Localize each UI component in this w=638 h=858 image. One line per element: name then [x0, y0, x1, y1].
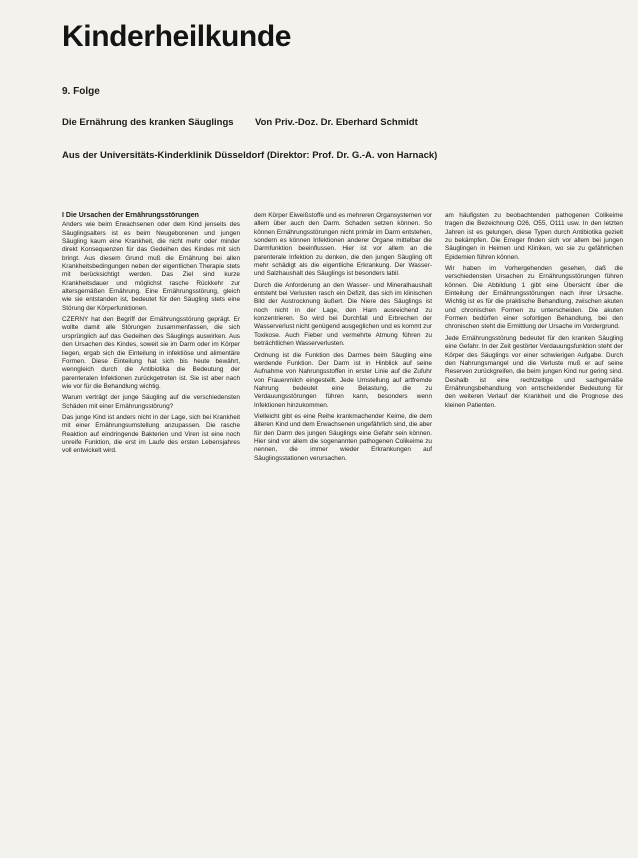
- paragraph: CZERNY hat den Begriff der Ernährungsstörung geprägt. Er wollte damit alle Störungen zusammenfassen, die sich ursprünglich auf das Gedeihen des Säuglings auswirken. Aus den Ursachen des Kindes, soweit sie im Darm oder im Körper liegen, ergab sich die Einteilung in infektiöse und alimentäre Formen. Diese Einteilung hat sich bis heute bewährt, wenngleich durch die Antibiotika die Bedeutung der parenteralen Infektionen zurückgetreten ist. Sie ist aber nach wie vor für die Behandlung wichtig.: [62, 316, 240, 390]
- paragraph: Warum verträgt der junge Säugling auf die verschiedensten Schäden mit einer Ernährungsstörung?: [62, 394, 240, 410]
- article-author: Von Priv.-Doz. Dr. Eberhard Schmidt: [255, 117, 418, 128]
- page-title: Kinderheilkunde: [62, 20, 292, 53]
- paragraph: Das junge Kind ist anders nicht in der Lage, sich bei Krankheit mit einer Ernährungsumstellung anzupassen. Die rasche Reaktion auf eindringende Bakterien und Viren ist eine noch unreife Funktion, die erst im Laufe des ersten Lebensjahres voll entwickelt wird.: [62, 413, 240, 455]
- paragraph: Anders wie beim Erwachsenen oder dem Kind jenseits des Säuglingsalters ist es beim Neugeborenen und jungen Säugling kaum eine Krankheit, die nicht mehr oder minder direkt Konsequenzen für das Gedeihen des Kindes mit sich bringt. Aus diesem Grund muß die Ernährung bei allen Krankheitsbedingungen neben der eigentlichen Therapie stets mit berücksichtigt werden. Das Ziel sind kurze Krankheitsdauer und möglichst rasche Rückkehr zur altersgemäßen Ernährung. Eine Ernährungsstörung, gleich wie sie entstanden ist, bedeutet für den Säugling stets eine Störung der Körperfunktionen.: [62, 221, 240, 312]
- paragraph: Vielleicht gibt es eine Reihe krankmachender Keime, die dem älteren Kind und dem Erwachsenen ungefährlich sind, die aber für den Darm des jungen Säuglings eine Gefahr sein können. Hier sind vor allem die sogenannten pathogenen Colikeime zu nennen, die immer wieder Erkrankungen auf Säuglingsstationen verursachen.: [254, 412, 432, 462]
- paragraph: Jede Ernährungsstörung bedeutet für den kranken Säugling eine Gefahr. In der Zeit gestörter Verdauungsfunktion steht der Körper des Säuglings vor einer schwierigen Aufgabe. Durch den Nahrungsmangel und die Verluste muß er auf seine Reserven zurückgreifen, die beim jungen Kind nur gering sind. Deshalb ist eine rechtzeitige und sachgemäße Ernährungsbehandlung von entscheidender Bedeutung für den weiteren Verlauf der Krankheit und die Prognose des kleinen Patienten.: [445, 334, 623, 409]
- paragraph: Durch die Anforderung an den Wasser- und Mineralhaushalt entsteht bei Verlusten rasch ein Defizit, das sich im klinischen Bild der Austrocknung äußert. Die Niere des Säuglings ist noch nicht in der Lage, den Harn ausreichend zu konzentrieren. So wird bei Durchfall und Erbrechen der Wasserverlust nicht genügend ausgeglichen und es kommt zur Toxikose. Auch Fieber und vermehrte Atmung führen zu beträchtlichen Wasserverlusten.: [254, 281, 432, 348]
- series-label: 9. Folge: [62, 86, 100, 97]
- article-subtitle: Die Ernährung des kranken Säuglings: [62, 117, 234, 128]
- affiliation: Aus der Universitäts-Kinderklinik Düsseldorf (Direktor: Prof. Dr. G.-A. von Harnack): [62, 150, 438, 161]
- text-column-2: [254, 212, 432, 466]
- paragraph: Ordnung ist die Funktion des Darmes beim Säugling eine werdende Funktion. Der Darm ist in Hinblick auf seine Aufnahme von Nahrungsstoffen in erster Linie auf die Zufuhr von Frauenmilch eingestellt. Jede Umstellung auf artfremde Nahrung bedeutet eine Belastung, die zu Verdauungsstörungen führen kann, besonders wenn Infektionen hinzukommen.: [254, 351, 432, 409]
- paragraph: am häufigsten zu beobachtenden pathogenen Colikeime tragen die Bezeichnung O26, O55, O111 usw. In den letzten Jahren ist es gelungen, diese Typen durch Antibiotika gezielt zu bekämpfen. Die Erreger finden sich vor allem bei jungen Säuglingen in Heimen und Kliniken, wo sie zu gefährlichen Epidemien führen können.: [445, 212, 623, 261]
- paragraph: dem Körper Eiweißstoffe und es mehreren Organsystemen vor allem über auch den Darm. Schaden setzen können. So können Ernährungsstörungen nicht primär im Darm entstehen, sondern es können Infektionen anderer Organe mittelbar die Darmfunktion beeinflussen. Hier ist vor allem an die parenterale Infektion zu denken, die den jungen Säugling oft mehr schädigt als die eigentliche Erkrankung. Der Wasser- und Salzhaushalt des Säuglings ist besonders labil.: [254, 212, 432, 278]
- section-heading: I Die Ursachen der Ernährungsstörungen: [62, 212, 199, 219]
- text-column-1: [62, 212, 240, 459]
- paragraph: Wir haben im Vorhergehenden gesehen, daß die verschiedensten Ursachen zu Ernährungsstörungen führen können. Die Abbildung 1 gibt eine Übersicht über die Einteilung der Ernährungsstörungen nach ihrer Ursache. Wichtig ist es für die praktische Behandlung, zwischen akuten und chronischen Formen zu unterscheiden. Die akuten Formen bedürfen einer sofortigen Behandlung, bei den chronischen steht die Ermittlung der Ursache im Vordergrund.: [445, 265, 623, 331]
- text-column-3: [445, 212, 623, 413]
